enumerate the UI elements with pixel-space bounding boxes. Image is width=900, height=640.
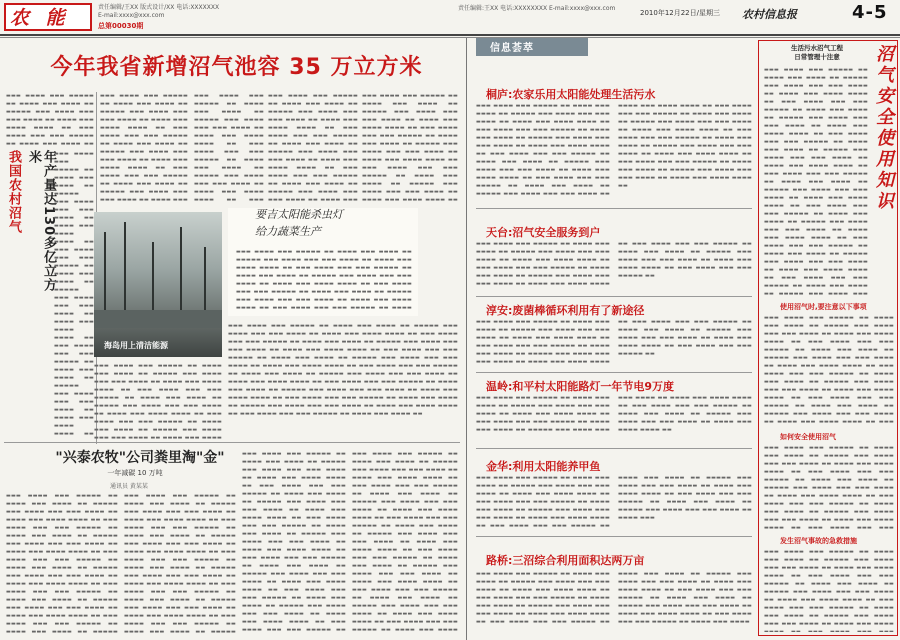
paper-logo (4, 3, 92, 31)
safety-subhead-2: 如何安全使用沼气 (780, 433, 836, 441)
news-headline-luqiao: 路桥:三沼综合利用面积达两万亩 (486, 554, 645, 567)
feature-title-text: 要吉太阳能杀虫灯 给力蔬菜生产 (255, 208, 343, 238)
safety-list-body: ▬▬▬ ▬▬▬▬ ▬▬▬ ▬▬▬▬▬ ▬▬ ▬▬▬▬ ▬▬▬ ▬▬▬▬ ▬▬ ▬▬▬▬▬ ▬▬▬ ▬▬▬▬ ▬▬▬ ▬▬▬ ▬▬▬▬ ▬▬ ▬▬▬▬ ▬▬▬ ▬▬▬▬ ▬▬▬▬ ▬▬ ▬▬▬ ▬▬▬▬ ▬▬▬ ▬▬▬ ▬▬▬▬▬ ▬▬ ▬▬▬▬ ▬▬▬ ▬▬▬▬ ▬▬ ▬▬▬▬▬ ▬▬▬ ▬▬▬▬ ▬▬▬ ▬▬▬ ▬▬▬▬ ▬▬ ▬▬▬▬ ▬▬▬ ▬▬▬▬ ▬▬▬▬ ▬▬ ▬▬▬ ▬▬▬▬ ▬▬▬ ▬▬▬ ▬▬▬▬▬ ▬▬ ▬▬▬▬ ▬▬▬ ▬▬▬▬ ▬▬ ▬▬▬▬▬ ▬▬▬ ▬▬▬▬ ▬▬▬ ▬▬▬ ▬▬▬▬ ▬▬ ▬▬▬▬ ▬▬▬ ▬▬▬▬ ▬▬▬▬ ▬▬ ▬▬▬ ▬▬▬▬ ▬▬▬ ▬▬▬ ▬▬▬▬▬ ▬▬ ▬▬▬▬ ▬▬▬ ▬▬▬▬ ▬▬ ▬▬▬▬▬ ▬▬▬ ▬▬▬▬ ▬▬▬ ▬▬▬ ▬▬▬▬ ▬▬ ▬▬▬▬ ▬▬▬ ▬▬▬▬ ▬▬▬▬ ▬▬ ▬▬▬ ▬▬▬▬ ▬▬▬ ▬▬▬ ▬▬▬▬▬ ▬▬ ▬▬▬▬ ▬▬▬ ▬▬▬▬ ▬▬ ▬▬▬▬▬ ▬▬▬ ▬▬▬▬ ▬▬▬ ▬▬▬ ▬▬▬▬ ▬▬ ▬▬▬▬ ▬▬▬ ▬▬▬▬ ▬▬▬▬ ▬▬ ▬▬▬ ▬▬▬▬ ▬▬▬ ▬▬▬ ▬▬▬▬▬ ▬▬ ▬▬▬▬ ▬▬▬ ▬▬▬▬ ▬▬ ▬▬▬▬▬ ▬▬▬ ▬▬▬▬ ▬▬▬ ▬▬▬ ▬▬▬▬ ▬▬ ▬▬▬▬ ▬▬▬ ▬▬▬▬ ▬▬▬▬ ▬▬ ▬▬▬ ▬▬▬▬ ▬▬▬ ▬▬▬ ▬▬▬▬▬ ▬▬ ▬▬▬▬ ▬▬▬ ▬▬▬▬ ▬▬ ▬▬▬▬▬ ▬▬▬ ▬▬▬▬ ▬▬▬ (764, 67, 868, 296)
issue-number: 总第00030期 (98, 22, 144, 30)
safety-section-2-body: ▬▬▬ ▬▬▬▬ ▬▬▬ ▬▬▬▬▬ ▬▬ ▬▬▬▬ ▬▬▬ ▬▬▬▬ ▬▬ ▬▬▬▬▬ ▬▬▬ ▬▬▬▬ ▬▬▬ ▬▬▬ ▬▬▬▬ ▬▬ ▬▬▬▬ ▬▬▬ ▬▬▬▬ ▬▬▬▬ ▬▬ ▬▬▬ ▬▬▬▬ ▬▬▬ ▬▬▬ ▬▬▬▬▬ ▬▬ ▬▬▬▬ ▬▬▬ ▬▬▬▬ ▬▬ ▬▬▬▬▬ ▬▬▬ ▬▬▬▬ ▬▬▬ ▬▬▬ ▬▬▬▬ ▬▬ ▬▬▬▬ ▬▬▬ ▬▬▬▬ ▬▬▬▬ ▬▬ ▬▬▬ ▬▬▬▬ ▬▬▬ ▬▬▬ ▬▬▬▬▬ ▬▬ ▬▬▬▬ ▬▬▬ ▬▬▬▬ ▬▬ ▬▬▬▬▬ ▬▬▬ ▬▬▬▬ ▬▬▬ ▬▬▬ ▬▬▬▬ ▬▬ ▬▬▬▬ ▬▬▬ ▬▬▬▬ ▬▬▬▬ ▬▬ ▬▬▬ ▬▬▬▬ ▬▬▬ ▬▬▬ (764, 445, 894, 530)
photo-article-body: ▬▬▬ ▬▬▬▬ ▬▬▬ ▬▬▬▬▬ ▬▬ ▬▬▬▬ ▬▬▬ ▬▬▬▬ ▬▬ ▬▬▬▬▬ ▬▬▬ ▬▬▬▬ ▬▬▬ ▬▬▬ ▬▬▬▬ ▬▬ ▬▬▬▬ ▬▬▬ ▬▬▬▬ ▬▬▬▬ ▬▬ ▬▬▬ ▬▬▬▬ ▬▬▬ ▬▬▬ ▬▬▬▬▬ ▬▬ ▬▬▬▬ ▬▬▬ ▬▬▬▬ ▬▬ ▬▬▬▬▬ ▬▬▬ ▬▬▬▬ ▬▬▬ ▬▬▬ ▬▬▬▬ ▬▬ ▬▬▬▬ ▬▬▬ ▬▬▬▬ ▬▬▬▬ ▬▬ ▬▬▬ ▬▬▬▬ ▬▬▬ ▬▬▬ ▬▬▬▬▬ ▬▬ ▬▬▬▬ ▬▬▬ ▬▬▬▬ ▬▬ ▬▬▬▬▬ ▬▬▬ ▬▬▬▬ ▬▬▬ ▬▬▬ ▬▬▬▬ ▬▬ ▬▬▬▬ ▬▬▬ ▬▬▬▬ (94, 363, 222, 441)
lower-subheadline: 一年减碳 10 万吨 (107, 469, 163, 477)
lower-article-col-2: ▬▬▬ ▬▬▬▬ ▬▬▬ ▬▬▬▬▬ ▬▬ ▬▬▬▬ ▬▬▬ ▬▬▬▬ ▬▬ ▬▬▬▬▬ ▬▬▬ ▬▬▬▬ ▬▬▬ ▬▬▬ ▬▬▬▬ ▬▬ ▬▬▬▬ ▬▬▬ ▬▬▬▬ ▬▬▬▬ ▬▬ ▬▬▬ ▬▬▬▬ ▬▬▬ ▬▬▬ ▬▬▬▬▬ ▬▬ ▬▬▬▬ ▬▬▬ ▬▬▬▬ ▬▬ ▬▬▬▬▬ ▬▬▬ ▬▬▬▬ ▬▬▬ ▬▬▬ ▬▬▬▬ ▬▬ ▬▬▬▬ ▬▬▬ ▬▬▬▬ ▬▬▬▬ ▬▬ ▬▬▬ ▬▬▬▬ ▬▬▬ ▬▬▬ ▬▬▬▬▬ ▬▬ ▬▬▬▬ ▬▬▬ ▬▬▬▬ ▬▬ ▬▬▬▬▬ ▬▬▬ ▬▬▬▬ ▬▬▬ ▬▬▬ ▬▬▬▬ ▬▬ ▬▬▬▬ ▬▬▬ ▬▬▬▬ ▬▬▬▬ ▬▬ ▬▬▬ ▬▬▬▬ ▬▬▬ ▬▬▬ ▬▬▬▬▬ ▬▬ ▬▬▬▬ ▬▬▬ ▬▬▬▬ ▬▬ ▬▬▬▬▬ ▬▬▬ ▬▬▬▬ ▬▬▬ ▬▬▬ ▬▬▬▬ ▬▬ ▬▬▬▬ ▬▬▬ ▬▬▬▬ ▬▬▬▬ ▬▬ ▬▬▬ ▬▬▬▬ ▬▬▬ ▬▬▬ ▬▬▬▬▬ ▬▬ ▬▬▬▬ ▬▬▬ ▬▬▬▬ ▬▬ ▬▬▬▬▬ (124, 493, 236, 635)
safety-subhead-3: 发生沼气事故的急救措施 (780, 537, 857, 545)
paper-name: 农村信息报 (742, 8, 797, 21)
lead-article-col-2: ▬▬▬ ▬▬▬▬ ▬▬▬ ▬▬▬▬▬ ▬▬ ▬▬▬▬ ▬▬▬ ▬▬▬▬ ▬▬ ▬▬▬▬▬ ▬▬▬ ▬▬▬▬ ▬▬▬ ▬▬▬ ▬▬▬▬ ▬▬ ▬▬▬▬ ▬▬▬ ▬▬▬▬ ▬▬▬▬ ▬▬ ▬▬▬ ▬▬▬▬ ▬▬▬ ▬▬▬ ▬▬▬▬▬ ▬▬ ▬▬▬▬ ▬▬▬ ▬▬▬▬ ▬▬ ▬▬▬▬▬ ▬▬▬ ▬▬▬▬ ▬▬▬ ▬▬▬ ▬▬▬▬ ▬▬ ▬▬▬▬ ▬▬▬ ▬▬▬▬ ▬▬▬▬ ▬▬ ▬▬▬ ▬▬▬▬ ▬▬▬ ▬▬▬ ▬▬▬▬▬ ▬▬ ▬▬▬▬ ▬▬▬ ▬▬▬▬ ▬▬ ▬▬▬▬▬ ▬▬▬ ▬▬▬▬ ▬▬▬ ▬▬▬ ▬▬▬▬ ▬▬ ▬▬▬▬ ▬▬▬ (100, 93, 188, 203)
side-headline-line-2: 年产量达130多亿立方米 (26, 150, 56, 293)
lead-article-col-1: ▬▬▬ ▬▬▬▬ ▬▬▬ ▬▬▬▬▬ ▬▬ ▬▬▬▬ ▬▬▬ ▬▬▬▬ ▬▬ ▬▬▬▬▬ ▬▬▬ ▬▬▬▬ ▬▬▬ ▬▬▬ ▬▬▬▬ ▬▬ ▬▬▬▬ ▬▬▬ ▬▬▬▬ ▬▬▬▬ ▬▬ ▬▬▬ ▬▬▬▬ ▬▬▬ ▬▬▬ ▬▬▬▬▬ ▬▬ ▬▬▬▬ ▬▬▬ ▬▬▬▬ ▬▬ (6, 93, 94, 147)
page-gutter (466, 38, 467, 640)
lower-article-col-1: ▬▬▬ ▬▬▬▬ ▬▬▬ ▬▬▬▬▬ ▬▬ ▬▬▬▬ ▬▬▬ ▬▬▬▬ ▬▬ ▬▬▬▬▬ ▬▬▬ ▬▬▬▬ ▬▬▬ ▬▬▬ ▬▬▬▬ ▬▬ ▬▬▬▬ ▬▬▬ ▬▬▬▬ ▬▬▬▬ ▬▬ ▬▬▬ ▬▬▬▬ ▬▬▬ ▬▬▬ ▬▬▬▬▬ ▬▬ ▬▬▬▬ ▬▬▬ ▬▬▬▬ ▬▬ ▬▬▬▬▬ ▬▬▬ ▬▬▬▬ ▬▬▬ ▬▬▬ ▬▬▬▬ ▬▬ ▬▬▬▬ ▬▬▬ ▬▬▬▬ ▬▬▬▬ ▬▬ ▬▬▬ ▬▬▬▬ ▬▬▬ ▬▬▬ ▬▬▬▬▬ ▬▬ ▬▬▬▬ ▬▬▬ ▬▬▬▬ ▬▬ ▬▬▬▬▬ ▬▬▬ ▬▬▬▬ ▬▬▬ ▬▬▬ ▬▬▬▬ ▬▬ ▬▬▬▬ ▬▬▬ ▬▬▬▬ ▬▬▬▬ ▬▬ ▬▬▬ ▬▬▬▬ ▬▬▬ ▬▬▬ ▬▬▬▬▬ ▬▬ ▬▬▬▬ ▬▬▬ ▬▬▬▬ ▬▬ ▬▬▬▬▬ ▬▬▬ ▬▬▬▬ ▬▬▬ ▬▬▬ ▬▬▬▬ ▬▬ ▬▬▬▬ ▬▬▬ ▬▬▬▬ ▬▬▬▬ ▬▬ ▬▬▬ ▬▬▬▬ ▬▬▬ ▬▬▬ ▬▬▬▬▬ ▬▬ ▬▬▬▬ ▬▬▬ ▬▬▬▬ ▬▬ ▬▬▬▬▬ (6, 493, 118, 635)
news-divider (476, 372, 752, 373)
lead-article-col-5: ▬▬▬ ▬▬▬▬ ▬▬▬ ▬▬▬▬▬ ▬▬ ▬▬▬▬ ▬▬▬ ▬▬▬▬ ▬▬ ▬▬▬▬▬ ▬▬▬ ▬▬▬▬ ▬▬▬ ▬▬▬ ▬▬▬▬ ▬▬ ▬▬▬▬ ▬▬▬ ▬▬▬▬ ▬▬▬▬ ▬▬ ▬▬▬ ▬▬▬▬ ▬▬▬ ▬▬▬ ▬▬▬▬▬ ▬▬ ▬▬▬▬ ▬▬▬ ▬▬▬▬ ▬▬ ▬▬▬▬▬ ▬▬▬ ▬▬▬▬ ▬▬▬ ▬▬▬ ▬▬▬▬ ▬▬ ▬▬▬▬ ▬▬▬ ▬▬▬▬ ▬▬▬▬ ▬▬ ▬▬▬ ▬▬▬▬ ▬▬▬ ▬▬▬ ▬▬▬▬▬ ▬▬ ▬▬▬▬ ▬▬▬ ▬▬▬▬ ▬▬ ▬▬▬▬▬ ▬▬▬ ▬▬▬▬ ▬▬▬ ▬▬▬ ▬▬▬▬ ▬▬ ▬▬▬▬ ▬▬▬ ▬▬▬▬ ▬▬▬▬ ▬▬ (362, 93, 458, 203)
side-headline-line-1: 我国农村沼气 (6, 150, 21, 234)
masthead-info (98, 4, 219, 20)
lead-article-col-4: ▬▬▬ ▬▬▬▬ ▬▬▬ ▬▬▬▬▬ ▬▬ ▬▬▬▬ ▬▬▬ ▬▬▬▬ ▬▬ ▬▬▬▬▬ ▬▬▬ ▬▬▬▬ ▬▬▬ ▬▬▬ ▬▬▬▬ ▬▬ ▬▬▬▬ ▬▬▬ ▬▬▬▬ ▬▬▬▬ ▬▬ ▬▬▬ ▬▬▬▬ ▬▬▬ ▬▬▬ ▬▬▬▬▬ ▬▬ ▬▬▬▬ ▬▬▬ ▬▬▬▬ ▬▬ ▬▬▬▬▬ ▬▬▬ ▬▬▬▬ ▬▬▬ ▬▬▬ ▬▬▬▬ ▬▬ ▬▬▬▬ ▬▬▬ ▬▬▬▬ ▬▬▬▬ ▬▬ ▬▬▬ ▬▬▬▬ ▬▬▬ ▬▬▬ ▬▬▬▬▬ ▬▬ ▬▬▬▬ ▬▬▬ ▬▬▬▬ ▬▬ ▬▬▬▬▬ ▬▬▬ ▬▬▬▬ ▬▬▬ ▬▬▬ ▬▬▬▬ ▬▬ ▬▬▬▬ ▬▬▬ (268, 93, 358, 203)
news-headline-wenling: 温岭:和平村太阳能路灯一年节电9万度 (486, 380, 675, 393)
side-article-body: ▬▬▬ ▬▬▬▬ ▬▬▬ ▬▬▬▬▬ ▬▬ ▬▬▬▬ ▬▬▬ ▬▬▬▬ ▬▬ ▬▬▬▬▬ ▬▬▬ ▬▬▬▬ ▬▬▬ ▬▬▬ ▬▬▬▬ ▬▬ ▬▬▬▬ ▬▬▬ ▬▬▬▬ ▬▬▬▬ ▬▬ ▬▬▬ ▬▬▬▬ ▬▬▬ ▬▬▬ ▬▬▬▬▬ ▬▬ ▬▬▬▬ ▬▬▬ ▬▬▬▬ ▬▬ ▬▬▬▬▬ ▬▬▬ ▬▬▬▬ ▬▬▬ ▬▬▬ ▬▬▬▬ ▬▬ ▬▬▬▬ ▬▬▬ ▬▬▬▬ ▬▬▬▬ ▬▬ ▬▬▬ ▬▬▬▬ ▬▬▬ ▬▬▬ ▬▬▬▬▬ ▬▬ ▬▬▬▬ ▬▬▬ ▬▬▬▬ ▬▬ ▬▬▬▬▬ ▬▬▬ ▬▬▬▬ ▬▬▬ ▬▬▬ ▬▬▬▬ ▬▬ ▬▬▬▬ ▬▬▬ ▬▬▬▬ ▬▬▬▬ ▬▬ (54, 151, 94, 437)
side-headline (2, 150, 56, 300)
photo-caption: 海岛用上清洁能源 (104, 341, 168, 350)
lower-headline: "兴泰农牧"公司粪里淘"金" (55, 450, 225, 466)
safety-subhead-1: 使用沼气时,要注意以下事项 (780, 303, 867, 311)
news-body-tiantai: ▬▬▬ ▬▬▬▬ ▬▬▬ ▬▬▬▬▬ ▬▬ ▬▬▬▬ ▬▬▬ ▬▬▬▬ ▬▬ ▬▬▬▬▬ ▬▬▬ ▬▬▬▬ ▬▬▬ ▬▬▬ ▬▬▬▬ ▬▬ ▬▬▬▬ ▬▬▬ ▬▬▬▬ ▬▬▬▬ ▬▬ ▬▬▬ ▬▬▬▬ ▬▬▬ ▬▬▬ ▬▬▬▬▬ ▬▬ ▬▬▬▬ ▬▬▬ ▬▬▬▬ ▬▬ ▬▬▬▬▬ ▬▬▬ ▬▬▬▬ ▬▬▬ ▬▬▬ ▬▬▬▬ ▬▬ ▬▬▬▬ ▬▬▬ ▬▬▬▬ ▬▬▬▬ ▬▬ ▬▬▬ ▬▬▬▬ ▬▬▬ ▬▬▬ ▬▬▬▬▬ ▬▬ ▬▬▬▬ ▬▬▬ ▬▬▬▬ ▬▬ ▬▬▬▬▬ ▬▬▬ ▬▬▬▬ ▬▬▬ ▬▬▬ ▬▬▬▬ ▬▬ ▬▬▬▬ ▬▬▬ ▬▬▬▬ ▬▬▬▬ ▬▬ ▬▬▬ ▬▬▬▬ ▬▬▬ ▬▬▬ ▬▬▬▬▬ ▬▬ (476, 241, 752, 287)
news-divider (476, 208, 752, 209)
section-divider (4, 442, 460, 443)
photo-boats (94, 310, 222, 328)
news-body-chunan: ▬▬▬ ▬▬▬▬ ▬▬▬ ▬▬▬▬▬ ▬▬ ▬▬▬▬ ▬▬▬ ▬▬▬▬ ▬▬ ▬▬▬▬▬ ▬▬▬ ▬▬▬▬ ▬▬▬ ▬▬▬ ▬▬▬▬ ▬▬ ▬▬▬▬ ▬▬▬ ▬▬▬▬ ▬▬▬▬ ▬▬ ▬▬▬ ▬▬▬▬ ▬▬▬ ▬▬▬ ▬▬▬▬▬ ▬▬ ▬▬▬▬ ▬▬▬ ▬▬▬▬ ▬▬ ▬▬▬▬▬ ▬▬▬ ▬▬▬▬ ▬▬▬ ▬▬▬ ▬▬▬▬ ▬▬ ▬▬▬▬ ▬▬▬ ▬▬▬▬ ▬▬▬▬ ▬▬ ▬▬▬ ▬▬▬▬ ▬▬▬ ▬▬▬ ▬▬▬▬▬ ▬▬ ▬▬▬▬ ▬▬▬ ▬▬▬▬ ▬▬ ▬▬▬▬▬ ▬▬▬ ▬▬▬▬ ▬▬▬ ▬▬▬ ▬▬▬▬ ▬▬ ▬▬▬▬ ▬▬▬ ▬▬▬▬ ▬▬▬▬ ▬▬ ▬▬▬ ▬▬▬▬ ▬▬▬ ▬▬▬ ▬▬▬▬▬ ▬▬ (476, 319, 752, 365)
page-number: 4-5 (852, 2, 888, 23)
lower-byline: 通讯员 黄某某 (110, 483, 148, 490)
masthead (0, 0, 900, 34)
safety-title (767, 44, 867, 62)
news-headline-tiantai: 天台:沼气安全服务到户 (486, 226, 601, 239)
news-headline-tonglu: 桐庐:农家乐用太阳能处理生活污水 (486, 88, 656, 101)
safety-section-3-body: ▬▬▬ ▬▬▬▬ ▬▬▬ ▬▬▬▬▬ ▬▬ ▬▬▬▬ ▬▬▬ ▬▬▬▬ ▬▬ ▬▬▬▬▬ ▬▬▬ ▬▬▬▬ ▬▬▬ ▬▬▬ ▬▬▬▬ ▬▬ ▬▬▬▬ ▬▬▬ ▬▬▬▬ ▬▬▬▬ ▬▬ ▬▬▬ ▬▬▬▬ ▬▬▬ ▬▬▬ ▬▬▬▬▬ ▬▬ ▬▬▬▬ ▬▬▬ ▬▬▬▬ ▬▬ ▬▬▬▬▬ ▬▬▬ ▬▬▬▬ ▬▬▬ ▬▬▬ ▬▬▬▬ ▬▬ ▬▬▬▬ ▬▬▬ ▬▬▬▬ ▬▬▬▬ ▬▬ ▬▬▬ ▬▬▬▬ ▬▬▬ ▬▬▬ ▬▬▬▬▬ ▬▬ ▬▬▬▬ ▬▬▬ ▬▬▬▬ ▬▬ ▬▬▬▬▬ ▬▬▬ ▬▬▬▬ ▬▬▬ ▬▬▬ ▬▬▬▬ ▬▬ ▬▬▬▬ ▬▬▬ ▬▬▬▬ ▬▬▬▬ ▬▬ ▬▬▬ ▬▬▬▬ ▬▬▬ ▬▬▬ (764, 549, 894, 632)
issue-date: 2010年12月22日/星期三 (640, 9, 720, 17)
info-banner-label: 信息荟萃 (490, 43, 534, 54)
lower-article-col-4: ▬▬▬ ▬▬▬▬ ▬▬▬ ▬▬▬▬▬ ▬▬ ▬▬▬▬ ▬▬▬ ▬▬▬▬ ▬▬ ▬▬▬▬▬ ▬▬▬ ▬▬▬▬ ▬▬▬ ▬▬▬ ▬▬▬▬ ▬▬ ▬▬▬▬ ▬▬▬ ▬▬▬▬ ▬▬▬▬ ▬▬ ▬▬▬ ▬▬▬▬ ▬▬▬ ▬▬▬ ▬▬▬▬▬ ▬▬ ▬▬▬▬ ▬▬▬ ▬▬▬▬ ▬▬ ▬▬▬▬▬ ▬▬▬ ▬▬▬▬ ▬▬▬ ▬▬▬ ▬▬▬▬ ▬▬ ▬▬▬▬ ▬▬▬ ▬▬▬▬ ▬▬▬▬ ▬▬ ▬▬▬ ▬▬▬▬ ▬▬▬ ▬▬▬ ▬▬▬▬▬ ▬▬ ▬▬▬▬ ▬▬▬ ▬▬▬▬ ▬▬ ▬▬▬▬▬ ▬▬▬ ▬▬▬▬ ▬▬▬ ▬▬▬ ▬▬▬▬ ▬▬ ▬▬▬▬ ▬▬▬ ▬▬▬▬ ▬▬▬▬ ▬▬ ▬▬▬ ▬▬▬▬ ▬▬▬ ▬▬▬ ▬▬▬▬▬ ▬▬ ▬▬▬▬ ▬▬▬ ▬▬▬▬ ▬▬ ▬▬▬▬▬ ▬▬▬ ▬▬▬▬ ▬▬▬ ▬▬▬ ▬▬▬▬ ▬▬ ▬▬▬▬ ▬▬▬ ▬▬▬▬ ▬▬▬▬ ▬▬ ▬▬▬ ▬▬▬▬ ▬▬▬ ▬▬▬ ▬▬▬▬▬ ▬▬ ▬▬▬▬ ▬▬▬ ▬▬▬▬ ▬▬ ▬▬▬▬▬ ▬▬▬ ▬▬▬▬ ▬▬▬ ▬▬▬ ▬▬▬▬ ▬▬ ▬▬▬▬ ▬▬▬ ▬▬▬▬ ▬▬▬▬ ▬▬ ▬▬▬ ▬▬▬▬ ▬▬▬ ▬▬▬ ▬▬▬▬▬ ▬▬ ▬▬▬▬ ▬▬▬ ▬▬▬▬ (352, 451, 458, 633)
lead-headline: 今年我省新增沼气池容 35 万立方米 (50, 55, 423, 80)
masthead-info-line-2: E-mail:xxxx@xxx.com (98, 12, 165, 19)
news-body-wenling: ▬▬▬ ▬▬▬▬ ▬▬▬ ▬▬▬▬▬ ▬▬ ▬▬▬▬ ▬▬▬ ▬▬▬▬ ▬▬ ▬▬▬▬▬ ▬▬▬ ▬▬▬▬ ▬▬▬ ▬▬▬ ▬▬▬▬ ▬▬ ▬▬▬▬ ▬▬▬ ▬▬▬▬ ▬▬▬▬ ▬▬ ▬▬▬ ▬▬▬▬ ▬▬▬ ▬▬▬ ▬▬▬▬▬ ▬▬ ▬▬▬▬ ▬▬▬ ▬▬▬▬ ▬▬ ▬▬▬▬▬ ▬▬▬ ▬▬▬▬ ▬▬▬ ▬▬▬ ▬▬▬▬ ▬▬ ▬▬▬▬ ▬▬▬ ▬▬▬▬ ▬▬▬▬ ▬▬ ▬▬▬ ▬▬▬▬ ▬▬▬ ▬▬▬ ▬▬▬▬▬ ▬▬ ▬▬▬▬ ▬▬▬ ▬▬▬▬ ▬▬ ▬▬▬▬▬ ▬▬▬ ▬▬▬▬ ▬▬▬ ▬▬▬ ▬▬▬▬ ▬▬ ▬▬▬▬ ▬▬▬ ▬▬▬▬ ▬▬▬▬ ▬▬ (476, 395, 752, 433)
masthead-rule (0, 34, 900, 36)
news-divider (476, 448, 752, 449)
feature-body: ▬▬▬ ▬▬▬▬ ▬▬▬ ▬▬▬▬▬ ▬▬ ▬▬▬▬ ▬▬▬ ▬▬▬▬ ▬▬ ▬▬▬▬▬ ▬▬▬ ▬▬▬▬ ▬▬▬ ▬▬▬ ▬▬▬▬ ▬▬ ▬▬▬▬ ▬▬▬ ▬▬▬▬ ▬▬▬▬ ▬▬ ▬▬▬ ▬▬▬▬ ▬▬▬ ▬▬▬ ▬▬▬▬▬ ▬▬ ▬▬▬▬ ▬▬▬ ▬▬▬▬ ▬▬ ▬▬▬▬▬ ▬▬▬ ▬▬▬▬ ▬▬▬ ▬▬▬ ▬▬▬▬ ▬▬ ▬▬▬▬ ▬▬▬ ▬▬▬▬ ▬▬▬▬ ▬▬ ▬▬▬ ▬▬▬▬ ▬▬▬ ▬▬▬ ▬▬▬▬▬ ▬▬ ▬▬▬▬ ▬▬▬ ▬▬▬▬ ▬▬ ▬▬▬▬▬ ▬▬▬ ▬▬▬▬ ▬▬▬ ▬▬▬ ▬▬▬▬ ▬▬ ▬▬▬▬ ▬▬▬ ▬▬▬▬ ▬▬▬▬ ▬▬ ▬▬▬ ▬▬▬▬ ▬▬▬ ▬▬▬ ▬▬▬▬▬ ▬▬ ▬▬▬▬ (236, 249, 412, 311)
logo-text: 农 能 (10, 7, 70, 29)
vertical-headline: 沼气安全使用知识 (873, 44, 894, 212)
news-headline-chunan: 淳安:废菌棒循环利用有了新途径 (486, 304, 645, 317)
news-body-tonglu: ▬▬▬ ▬▬▬▬ ▬▬▬ ▬▬▬▬▬ ▬▬ ▬▬▬▬ ▬▬▬ ▬▬▬▬ ▬▬ ▬▬▬▬▬ ▬▬▬ ▬▬▬▬ ▬▬▬ ▬▬▬ ▬▬▬▬ ▬▬ ▬▬▬▬ ▬▬▬ ▬▬▬▬ ▬▬▬▬ ▬▬ ▬▬▬ ▬▬▬▬ ▬▬▬ ▬▬▬ ▬▬▬▬▬ ▬▬ ▬▬▬▬ ▬▬▬ ▬▬▬▬ ▬▬ ▬▬▬▬▬ ▬▬▬ ▬▬▬▬ ▬▬▬ ▬▬▬ ▬▬▬▬ ▬▬ ▬▬▬▬ ▬▬▬ ▬▬▬▬ ▬▬▬▬ ▬▬ ▬▬▬ ▬▬▬▬ ▬▬▬ ▬▬▬ ▬▬▬▬▬ ▬▬ ▬▬▬▬ ▬▬▬ ▬▬▬▬ ▬▬ ▬▬▬▬▬ ▬▬▬ ▬▬▬▬ ▬▬▬ ▬▬▬ ▬▬▬▬ ▬▬ ▬▬▬▬ ▬▬▬ ▬▬▬▬ ▬▬▬▬ ▬▬ ▬▬▬ ▬▬▬▬ ▬▬▬ ▬▬▬ ▬▬▬▬▬ ▬▬ ▬▬▬▬ ▬▬▬ ▬▬▬▬ ▬▬ ▬▬▬▬▬ ▬▬▬ ▬▬▬▬ ▬▬▬ ▬▬▬ ▬▬▬▬ ▬▬ ▬▬▬▬ ▬▬▬ ▬▬▬▬ ▬▬▬▬ ▬▬ ▬▬▬ ▬▬▬▬ ▬▬▬ ▬▬▬ ▬▬▬▬▬ ▬▬ ▬▬▬▬ ▬▬▬ ▬▬▬▬ ▬▬ ▬▬▬▬▬ ▬▬▬ ▬▬▬▬ ▬▬▬ ▬▬▬ ▬▬▬▬ ▬▬ ▬▬▬▬ ▬▬▬ ▬▬▬▬ ▬▬▬▬ ▬▬ ▬▬▬ ▬▬▬▬ ▬▬▬ ▬▬▬ ▬▬▬▬▬ ▬▬ ▬▬▬▬ ▬▬▬ ▬▬▬▬ ▬▬ ▬▬▬▬▬ ▬▬▬ ▬▬▬▬ ▬▬▬ ▬▬▬ ▬▬▬▬ ▬▬ ▬▬▬▬ ▬▬▬ ▬▬▬▬ ▬▬▬▬ ▬▬ ▬▬▬ ▬▬▬▬ ▬▬▬ ▬▬▬ ▬▬▬▬▬ ▬▬ ▬▬▬▬ ▬▬▬ ▬▬▬▬ ▬▬ ▬▬▬▬▬ ▬▬▬ ▬▬▬▬ ▬▬▬ ▬▬▬ ▬▬▬▬ ▬▬ ▬▬▬▬ ▬▬▬ ▬▬▬▬ ▬▬▬▬ ▬▬ (476, 103, 752, 197)
lower-article-col-3: ▬▬▬ ▬▬▬▬ ▬▬▬ ▬▬▬▬▬ ▬▬ ▬▬▬▬ ▬▬▬ ▬▬▬▬ ▬▬ ▬▬▬▬▬ ▬▬▬ ▬▬▬▬ ▬▬▬ ▬▬▬ ▬▬▬▬ ▬▬ ▬▬▬▬ ▬▬▬ ▬▬▬▬ ▬▬▬▬ ▬▬ ▬▬▬ ▬▬▬▬ ▬▬▬ ▬▬▬ ▬▬▬▬▬ ▬▬ ▬▬▬▬ ▬▬▬ ▬▬▬▬ ▬▬ ▬▬▬▬▬ ▬▬▬ ▬▬▬▬ ▬▬▬ ▬▬▬ ▬▬▬▬ ▬▬ ▬▬▬▬ ▬▬▬ ▬▬▬▬ ▬▬▬▬ ▬▬ ▬▬▬ ▬▬▬▬ ▬▬▬ ▬▬▬ ▬▬▬▬▬ ▬▬ ▬▬▬▬ ▬▬▬ ▬▬▬▬ ▬▬ ▬▬▬▬▬ ▬▬▬ ▬▬▬▬ ▬▬▬ ▬▬▬ ▬▬▬▬ ▬▬ ▬▬▬▬ ▬▬▬ ▬▬▬▬ ▬▬▬▬ ▬▬ ▬▬▬ ▬▬▬▬ ▬▬▬ ▬▬▬ ▬▬▬▬▬ ▬▬ ▬▬▬▬ ▬▬▬ ▬▬▬▬ ▬▬ ▬▬▬▬▬ ▬▬▬ ▬▬▬▬ ▬▬▬ ▬▬▬ ▬▬▬▬ ▬▬ ▬▬▬▬ ▬▬▬ ▬▬▬▬ ▬▬▬▬ ▬▬ ▬▬▬ ▬▬▬▬ ▬▬▬ ▬▬▬ ▬▬▬▬▬ ▬▬ ▬▬▬▬ ▬▬▬ ▬▬▬▬ ▬▬ ▬▬▬▬▬ ▬▬▬ ▬▬▬▬ ▬▬▬ ▬▬▬ ▬▬▬▬ ▬▬ ▬▬▬▬ ▬▬▬ ▬▬▬▬ ▬▬▬▬ ▬▬ ▬▬▬ ▬▬▬▬ ▬▬▬ ▬▬▬ ▬▬▬▬▬ ▬▬ (242, 451, 346, 633)
safety-section-1-body: ▬▬▬ ▬▬▬▬ ▬▬▬ ▬▬▬▬▬ ▬▬ ▬▬▬▬ ▬▬▬ ▬▬▬▬ ▬▬ ▬▬▬▬▬ ▬▬▬ ▬▬▬▬ ▬▬▬ ▬▬▬ ▬▬▬▬ ▬▬ ▬▬▬▬ ▬▬▬ ▬▬▬▬ ▬▬▬▬ ▬▬ ▬▬▬ ▬▬▬▬ ▬▬▬ ▬▬▬ ▬▬▬▬▬ ▬▬ ▬▬▬▬ ▬▬▬ ▬▬▬▬ ▬▬ ▬▬▬▬▬ ▬▬▬ ▬▬▬▬ ▬▬▬ ▬▬▬ ▬▬▬▬ ▬▬ ▬▬▬▬ ▬▬▬ ▬▬▬▬ ▬▬▬▬ ▬▬ ▬▬▬ ▬▬▬▬ ▬▬▬ ▬▬▬ ▬▬▬▬▬ ▬▬ ▬▬▬▬ ▬▬▬ ▬▬▬▬ ▬▬ ▬▬▬▬▬ ▬▬▬ ▬▬▬▬ ▬▬▬ ▬▬▬ ▬▬▬▬ ▬▬ ▬▬▬▬ ▬▬▬ ▬▬▬▬ ▬▬▬▬ ▬▬ ▬▬▬ ▬▬▬▬ ▬▬▬ ▬▬▬ ▬▬▬▬▬ ▬▬ ▬▬▬▬ ▬▬▬ ▬▬▬▬ ▬▬ ▬▬▬▬▬ ▬▬▬ ▬▬▬▬ ▬▬▬ ▬▬▬ ▬▬▬▬ ▬▬ ▬▬▬▬ ▬▬▬ ▬▬▬▬ ▬▬▬▬ ▬▬ ▬▬▬ (764, 315, 894, 425)
feature-title (255, 206, 415, 240)
news-divider (476, 296, 752, 297)
mid-article-body: ▬▬▬ ▬▬▬▬ ▬▬▬ ▬▬▬▬▬ ▬▬ ▬▬▬▬ ▬▬▬ ▬▬▬▬ ▬▬ ▬▬▬▬▬ ▬▬▬ ▬▬▬▬ ▬▬▬ ▬▬▬ ▬▬▬▬ ▬▬ ▬▬▬▬ ▬▬▬ ▬▬▬▬ ▬▬▬▬ ▬▬ ▬▬▬ ▬▬▬▬ ▬▬▬ ▬▬▬ ▬▬▬▬▬ ▬▬ ▬▬▬▬ ▬▬▬ ▬▬▬▬ ▬▬ ▬▬▬▬▬ ▬▬▬ ▬▬▬▬ ▬▬▬ ▬▬▬ ▬▬▬▬ ▬▬ ▬▬▬▬ ▬▬▬ ▬▬▬▬ ▬▬▬▬ ▬▬ ▬▬▬ ▬▬▬▬ ▬▬▬ ▬▬▬ ▬▬▬▬▬ ▬▬ ▬▬▬▬ ▬▬▬ ▬▬▬▬ ▬▬ ▬▬▬▬▬ ▬▬▬ ▬▬▬▬ ▬▬▬ ▬▬▬ ▬▬▬▬ ▬▬ ▬▬▬▬ ▬▬▬ ▬▬▬▬ ▬▬▬▬ ▬▬ ▬▬▬ ▬▬▬▬ ▬▬▬ ▬▬▬ ▬▬▬▬▬ ▬▬ ▬▬▬▬ ▬▬▬ ▬▬▬▬ ▬▬ ▬▬▬▬▬ ▬▬▬ ▬▬▬▬ ▬▬▬ ▬▬▬ ▬▬▬▬ ▬▬ ▬▬▬▬ ▬▬▬ ▬▬▬▬ ▬▬▬▬ ▬▬ ▬▬▬ ▬▬▬▬ ▬▬▬ ▬▬▬ ▬▬▬▬▬ ▬▬ ▬▬▬▬ ▬▬▬ ▬▬▬▬ ▬▬ ▬▬▬▬▬ ▬▬▬ ▬▬▬▬ ▬▬▬ ▬▬▬ ▬▬▬▬ ▬▬ ▬▬▬▬ ▬▬▬ ▬▬▬▬ ▬▬▬▬ ▬▬ ▬▬▬ ▬▬▬▬ ▬▬▬ ▬▬▬ ▬▬▬▬▬ ▬▬ ▬▬▬▬ ▬▬▬ ▬▬▬▬ ▬▬ ▬▬▬▬▬ ▬▬▬ ▬▬▬▬ ▬▬▬ ▬▬▬ ▬▬▬▬ ▬▬ ▬▬▬▬ ▬▬▬ ▬▬▬▬ ▬▬▬▬ ▬▬ ▬▬▬ ▬▬▬▬ ▬▬▬ ▬▬▬ ▬▬▬▬▬ ▬▬ ▬▬▬▬ ▬▬▬ ▬▬▬▬ ▬▬ (228, 323, 458, 417)
masthead-rule-thin (0, 37, 900, 38)
harbor-photo (94, 212, 222, 357)
safety-title-text: 生活污水沼气工程 日常管理十注意 (791, 44, 843, 61)
masthead-right-info: 责任编辑:王XX 电话:XXXXXXXX E-mail:xxxx@xxx.com (458, 5, 616, 12)
masthead-info-line-1: 责任编辑/王XX 版式设计/XX 电话:XXXXXXX (98, 4, 220, 11)
lead-article-col-3: ▬▬▬ ▬▬▬▬ ▬▬▬ ▬▬▬▬▬ ▬▬ ▬▬▬▬ ▬▬▬ ▬▬▬▬ ▬▬ ▬▬▬▬▬ ▬▬▬ ▬▬▬▬ ▬▬▬ ▬▬▬ ▬▬▬▬ ▬▬ ▬▬▬▬ ▬▬▬ ▬▬▬▬ ▬▬▬▬ ▬▬ ▬▬▬ ▬▬▬▬ ▬▬▬ ▬▬▬ ▬▬▬▬▬ ▬▬ ▬▬▬▬ ▬▬▬ ▬▬▬▬ ▬▬ ▬▬▬▬▬ ▬▬▬ ▬▬▬▬ ▬▬▬ ▬▬▬ ▬▬▬▬ ▬▬ ▬▬▬▬ ▬▬▬ ▬▬▬▬ ▬▬▬▬ ▬▬ ▬▬▬ (194, 93, 264, 203)
news-body-jinhua: ▬▬▬ ▬▬▬▬ ▬▬▬ ▬▬▬▬▬ ▬▬ ▬▬▬▬ ▬▬▬ ▬▬▬▬ ▬▬ ▬▬▬▬▬ ▬▬▬ ▬▬▬▬ ▬▬▬ ▬▬▬ ▬▬▬▬ ▬▬ ▬▬▬▬ ▬▬▬ ▬▬▬▬ ▬▬▬▬ ▬▬ ▬▬▬ ▬▬▬▬ ▬▬▬ ▬▬▬ ▬▬▬▬▬ ▬▬ ▬▬▬▬ ▬▬▬ ▬▬▬▬ ▬▬ ▬▬▬▬▬ ▬▬▬ ▬▬▬▬ ▬▬▬ ▬▬▬ ▬▬▬▬ ▬▬ ▬▬▬▬ ▬▬▬ ▬▬▬▬ ▬▬▬▬ ▬▬ ▬▬▬ ▬▬▬▬ ▬▬▬ ▬▬▬ ▬▬▬▬▬ ▬▬ ▬▬▬▬ ▬▬▬ ▬▬▬▬ ▬▬ ▬▬▬▬▬ ▬▬▬ ▬▬▬▬ ▬▬▬ ▬▬▬ ▬▬▬▬ ▬▬ ▬▬▬▬ ▬▬▬ ▬▬▬▬ ▬▬▬▬ ▬▬ ▬▬▬ ▬▬▬▬ ▬▬▬ ▬▬▬ ▬▬▬▬▬ ▬▬ ▬▬▬▬ ▬▬▬ ▬▬▬▬ ▬▬ ▬▬▬▬▬ ▬▬▬ ▬▬▬▬ ▬▬▬ ▬▬▬ ▬▬▬▬ ▬▬ ▬▬▬▬ ▬▬▬ (476, 475, 752, 529)
news-body-luqiao: ▬▬▬ ▬▬▬▬ ▬▬▬ ▬▬▬▬▬ ▬▬ ▬▬▬▬ ▬▬▬ ▬▬▬▬ ▬▬ ▬▬▬▬▬ ▬▬▬ ▬▬▬▬ ▬▬▬ ▬▬▬ ▬▬▬▬ ▬▬ ▬▬▬▬ ▬▬▬ ▬▬▬▬ ▬▬▬▬ ▬▬ ▬▬▬ ▬▬▬▬ ▬▬▬ ▬▬▬ ▬▬▬▬▬ ▬▬ ▬▬▬▬ ▬▬▬ ▬▬▬▬ ▬▬ ▬▬▬▬▬ ▬▬▬ ▬▬▬▬ ▬▬▬ ▬▬▬ ▬▬▬▬ ▬▬ ▬▬▬▬ ▬▬▬ ▬▬▬▬ ▬▬▬▬ ▬▬ ▬▬▬ ▬▬▬▬ ▬▬▬ ▬▬▬ ▬▬▬▬▬ ▬▬ ▬▬▬▬ ▬▬▬ ▬▬▬▬ ▬▬ ▬▬▬▬▬ ▬▬▬ ▬▬▬▬ ▬▬▬ ▬▬▬ ▬▬▬▬ ▬▬ ▬▬▬▬ ▬▬▬ ▬▬▬▬ ▬▬▬▬ ▬▬ ▬▬▬ ▬▬▬▬ ▬▬▬ ▬▬▬ ▬▬▬▬▬ ▬▬ ▬▬▬▬ ▬▬▬ ▬▬▬▬ ▬▬ ▬▬▬▬▬ ▬▬▬ ▬▬▬▬ ▬▬▬ ▬▬▬ ▬▬▬▬ ▬▬ ▬▬▬▬ ▬▬▬ ▬▬▬▬ ▬▬▬▬ ▬▬ ▬▬▬ ▬▬▬▬ ▬▬▬ ▬▬▬ ▬▬▬▬▬ ▬▬ ▬▬▬▬ ▬▬▬ ▬▬▬▬ (476, 571, 752, 625)
news-headline-jinhua: 金华:利用太阳能养甲鱼 (486, 460, 601, 473)
news-divider (476, 536, 752, 537)
